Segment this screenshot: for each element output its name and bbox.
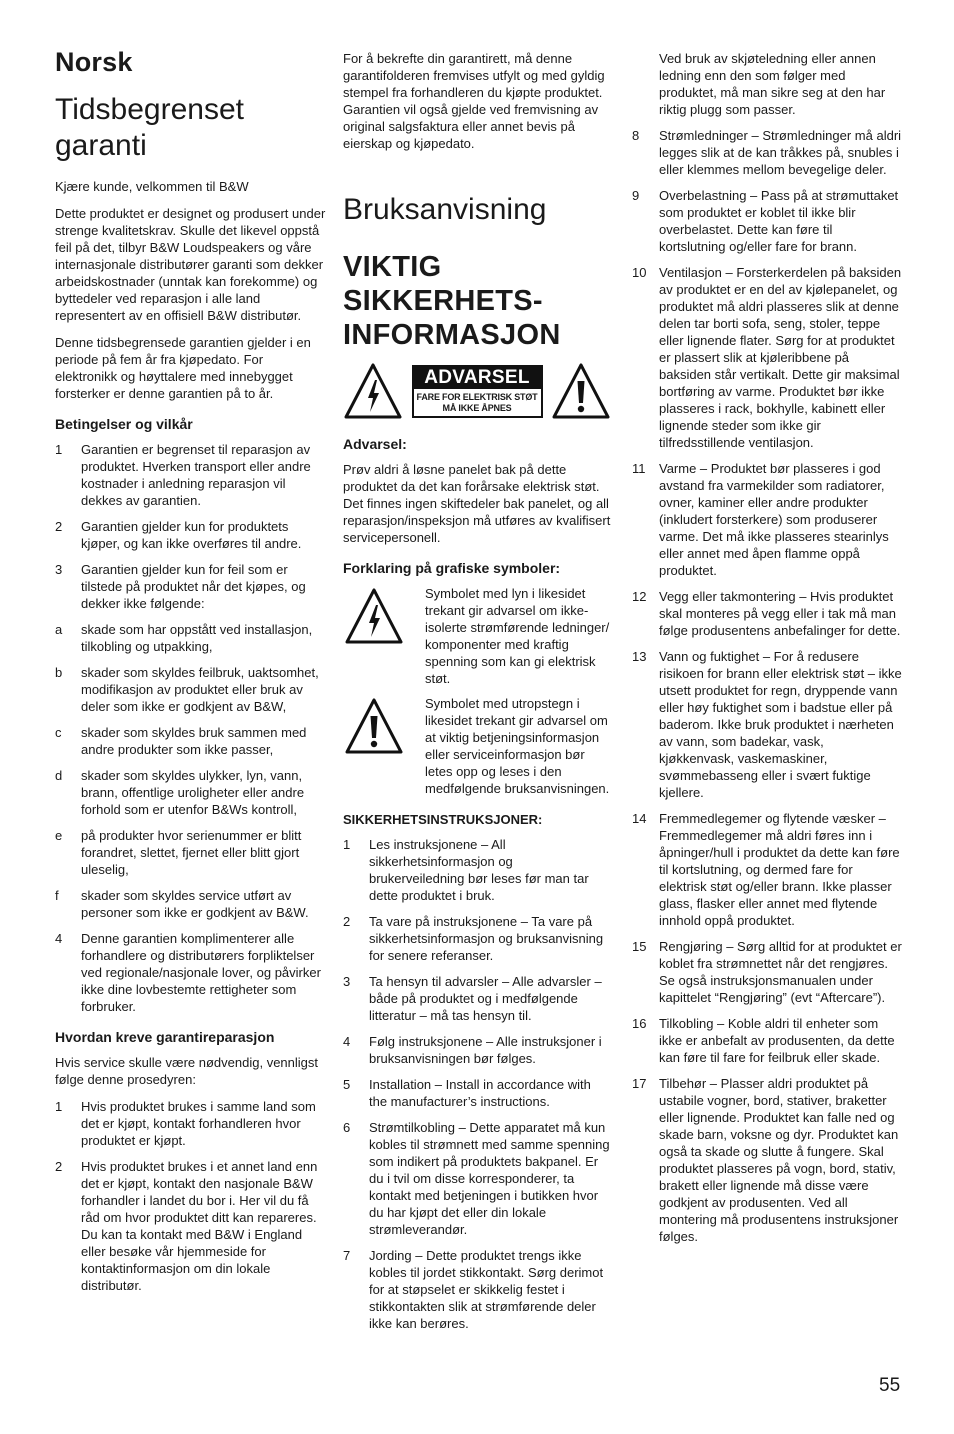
list-item-number: 5 (343, 1077, 351, 1092)
list-item (343, 836, 611, 904)
list-item (632, 810, 902, 929)
list-item (55, 724, 327, 758)
list-item-text: Garantien er begrenset til reparasjon av produktet. Hverken transport eller andre kostnader i anledning reparasjon vil dekkes av garantien. (81, 442, 311, 508)
exclamation-triangle-icon (343, 697, 405, 755)
safety-heading-line-3: INFORMASJON (343, 319, 561, 351)
list-item-number: 15 (632, 939, 647, 954)
list-item-text: Ta hensyn til advarsler – Alle advarsler – både på produktet og i medfølgende litteratur – må tas hensyn til. (369, 974, 602, 1023)
list-item-text: skader som skyldes service utført av personer som ikke er godkjent av B&W. (81, 888, 309, 920)
claim-list (55, 1098, 327, 1294)
terms-heading: Betingelser og vilkår (55, 416, 193, 432)
list-item-text: Les instruksjonene – All sikkerhetsinformasjon og brukerveiledning bør leses før man tar dette produktet i bruk. (369, 837, 589, 903)
list-item-text: Hvis produktet brukes i samme land som det er kjøpt, kontakt forhandleren hvor produktet er kjøpt. (81, 1099, 316, 1148)
list-item (55, 767, 327, 818)
warranty-proof-paragraph (343, 50, 611, 162)
list-item (632, 938, 902, 1006)
list-item-number: 16 (632, 1016, 647, 1031)
list-item-number: a (55, 622, 63, 637)
list-item-text: Rengjøring – Sørg alltid for at produktet er koblet fra strømnettet når det rengjøres. Se også instruksjonsmanualen under kapittelet “Rengjøring” (evt “Aftercare”). (659, 939, 902, 1005)
warranty-body (55, 178, 327, 1303)
list-item-number: 14 (632, 811, 647, 826)
list-item (632, 1015, 902, 1066)
list-item-text: Følg instruksjonene – Alle instruksjoner i bruksanvisningen bør følges. (369, 1034, 602, 1066)
list-item-number: 8 (632, 128, 640, 143)
advarsel-heading: Advarsel: (343, 436, 407, 452)
warning-label-row (343, 360, 611, 422)
list-item (55, 887, 327, 921)
list-item-number: e (55, 828, 63, 843)
warning-label-title: ADVARSEL (414, 367, 541, 389)
list-item-number: 17 (632, 1076, 647, 1091)
instructions-heading: SIKKERHETSINSTRUKSJONER: (343, 812, 543, 827)
list-item (632, 187, 902, 255)
list-item-text: Vegg eller takmontering – Hvis produktet skal monteres på vegg eller i tak må man følge produsentens anbefalinger for dette. (659, 589, 901, 638)
list-item-text: Garantien gjelder kun for produktets kjøper, og kan ikke overføres til andre. (81, 519, 302, 551)
list-item-number: 3 (343, 974, 351, 989)
symbol-exclamation-text: Symbolet med utropstegn i likesidet trekant gir advarsel om at viktig betjeningsinformasjon eller serviceinformasjon bør letes opp og leses i den medfølgende bruksanvisningen. (425, 696, 610, 796)
list-item-number: b (55, 665, 63, 680)
warning-label-sub-1: FARE FOR ELEKTRISK STØT (416, 391, 538, 402)
list-item (343, 1247, 611, 1332)
list-item-text: Denne garantien komplimenterer alle forhandlere og distributørers forpliktelser ved regionale/nasjonale lover, og påvirker ikke dine lovbestemte rettigheter som forbruker. (81, 931, 321, 1014)
list-item-number: 1 (343, 837, 351, 852)
advarsel-text: Prøv aldri å løsne panelet bak på dette produktet da det kan forårsake elektrisk støt. Det finnes ingen skiftedeler bak panelet, og all reparasjon/inspeksjon må utføres av kvalifisert servicepersonell. (343, 462, 611, 545)
list-item-number: 11 (632, 461, 646, 476)
list-item-text: Varme – Produktet bør plasseres i god avstand fra varmekilder som radiatorer, ovner, kaminer eller andre produkter (inkludert forsterkere) som produserer varme. Det må ikke plasseres stearinlys eller annet med åpen flamme oppå produktet. (659, 461, 889, 578)
list-item-number: 12 (632, 589, 647, 604)
page-number: 55 (879, 1375, 901, 1396)
list-item-text: Installation – Install in accordance with the manufacturer’s instructions. (369, 1077, 591, 1109)
list-item (632, 648, 902, 801)
list-item (632, 50, 902, 118)
warning-label-sub-2: MÅ IKKE ÅPNES (442, 402, 512, 413)
proof-text: For å bekrefte din garantirett, må denne garantifolderen fremvises utfylt og med gyldig stempel fra forhandleren du kjøpte produktet. Garantien vil også gjelde ved fremvisning av original salgsfaktura eller annet bevis på eierskap og kjøpedato. (343, 51, 605, 151)
list-item-text: Garantien gjelder kun for feil som er tilstede på produktet når det kjøpes, og dekker ikke følgende: (81, 562, 306, 611)
list-item-number: 10 (632, 265, 647, 280)
list-item (55, 518, 327, 552)
exclamation-triangle-icon (551, 362, 611, 420)
claim-intro: Hvis service skulle være nødvendig, vennligst følge denne prosedyren: (55, 1055, 318, 1087)
list-item (632, 127, 902, 178)
list-item-text: Tilkobling – Koble aldri til enheter som ikke er anbefalt av produsenten, da dette kan føre til fare for feilbruk eller skade. (659, 1016, 895, 1065)
list-item-number: 2 (343, 914, 351, 929)
symbol-lightning-text: Symbolet med lyn i likesidet trekant gir advarsel om ikke-isolerte strømførende ledninger/ komponenter med kraftig spenning som kan gi elektrisk støt. (425, 586, 610, 686)
continued-text: Ved bruk av skjøteledning eller annen ledning enn den som følger med produktet, må man sikre seg at den har riktig plugg som passer. (659, 51, 886, 117)
list-item-number: 4 (343, 1034, 351, 1049)
claim-heading: Hvordan kreve garantireparasjon (55, 1029, 275, 1045)
list-item (632, 1075, 902, 1245)
list-item-text: skader som skyldes bruk sammen med andre produkter som ikke passer, (81, 725, 307, 757)
list-item-text: på produkter hvor serienummer er blitt forandret, slettet, fjernet eller blitt gjort uleselig, (81, 828, 302, 877)
list-item (343, 1033, 611, 1067)
list-item-text: Ventilasjon – Forsterkerdelen på baksiden av produktet er en del av kjølepanelet, og produktet må aldri plasseres slik at denne delen tar borti sofa, seng, stoler, teppe eller lignende flater. Sørg for at produktet er plassert slik at kjøleribbene på baksiden står vertikalt. Dette gir maksimal bortføring av varme. Produktet bør ikke plasseres i rack, bokhylle, kabinett eller lignende steder som ikke gir tilfredsstillende ventilasjon. (659, 265, 902, 450)
list-item-text: Jording – Dette produktet trengs ikke kobles til jordet stikkontakt. Sørg derimot for at støpselet er skikkelig festet i stikkontakten slik at strømførende deler ikke kan berøres. (369, 1248, 604, 1331)
safety-heading (343, 250, 561, 352)
list-item-number: 7 (343, 1248, 351, 1263)
lightning-triangle-icon (343, 587, 405, 645)
warning-label (412, 365, 543, 418)
list-item-text: skade som har oppstått ved installasjon, tilkobling og utpakking, (81, 622, 313, 654)
list-item (343, 1119, 611, 1238)
list-item (632, 588, 902, 639)
instructions-list-part-1 (343, 836, 611, 1332)
list-item (55, 827, 327, 878)
list-item-text: Overbelastning – Pass på at strømuttaket som produktet er koblet til ikke blir overbelastet. Dette kan føre til kortslutning og/eller fare for brann. (659, 188, 899, 254)
warranty-title: Tidsbegrenset garanti (55, 93, 244, 162)
list-item-text: skader som skyldes ulykker, lyn, vann, brann, offentlige uroligheter eller andre forhold som er utenfor B&Ws kontroll, (81, 768, 305, 817)
instructions-list-part-2 (632, 127, 902, 1245)
list-item (55, 664, 327, 715)
symbol-row-exclamation (343, 695, 611, 797)
list-item-text: Fremmedlegemer og flytende væsker – Fremmedlegemer må aldri føres inn i åpninger/hull i produktet da dette kan føre til kortslutning, og dermed fare for elektrisk støt og/eller brann. Ikke plasser glass, flasker eller annet med flytende innhold oppå produktet. (659, 811, 900, 928)
greeting: Kjære kunde, velkommen til B&W (55, 179, 249, 194)
list-item-text: Ta vare på instruksjonene – Ta vare på sikkerhetsinformasjon og bruksanvisning for senere referanser. (369, 914, 604, 963)
list-item-number: 1 (55, 1099, 63, 1114)
list-item (343, 1076, 611, 1110)
safety-heading-line-1: VIKTIG (343, 251, 442, 283)
symbol-row-lightning (343, 585, 611, 687)
safety-body (343, 360, 611, 1341)
language-title: Norsk (55, 47, 133, 77)
list-item-number: 2 (55, 519, 63, 534)
list-item-number: 3 (55, 562, 63, 577)
list-item-number: 1 (55, 442, 63, 457)
list-item-text: Tilbehør – Plasser aldri produktet på ustabile vogner, bord, stativer, braketter eller lignende. Produktet kan falle ned og skade barn, voksne og dyr. Produktet kan også ta skade og slutte å fungere. Skal produktet plasseres på vogn, bord, stativ, brakett eller lignende må disse være godkjent av produsenten. Ved all montering må produsentens instruksjoner følges. (659, 1076, 899, 1244)
lightning-triangle-icon (343, 362, 403, 420)
list-item-text: Strømtilkobling – Dette apparatet må kun kobles til strømnett med samme spenning som indikert på produktets bakpanel. Er du i tvil om disse korresponderer, ta kontakt med betjeningen i butikken hvor du har kjøpt det eller din lokale strømleverandør. (369, 1120, 610, 1237)
list-item-number: 4 (55, 931, 63, 946)
list-item (55, 1158, 327, 1294)
symbols-heading: Forklaring på grafiske symboler: (343, 560, 561, 576)
list-item-number: 9 (632, 188, 640, 203)
manual-title: Bruksanvisning (343, 193, 547, 226)
terms-list (55, 441, 327, 1015)
warranty-paragraph-1: Dette produktet er designet og produsert under strenge kvalitetskrav. Skulle det likevel oppstå feil på det, tilbyr B&W Loudspeakers og våre internasjonale distributører garanti som dekker arbeidskostnader (unntak kan forekomme) og byttedeler ved reparasjon i alle land representert av en offisiell B&W distributør. (55, 206, 326, 323)
list-item-number: d (55, 768, 63, 783)
list-item-text: skader som skyldes feilbruk, uaktsomhet, modifikasjon av produktet eller bruk av deler som ikke er godkjent av B&W, (81, 665, 319, 714)
list-item (632, 264, 902, 451)
list-item-text: Vann og fuktighet – For å redusere risikoen for brann eller elektrisk støt – ikke utsett produktet for regn, dryppende vann eller høy fuktighet som i badstue eller på baderom. Ikke bruk produktet i nærheten av vann, som badekar, vask, kjøkkenvask, vaskemaskiner, svømmebasseng eller i svært fuktige kjellere. (659, 649, 902, 800)
list-item-number: 13 (632, 649, 647, 664)
list-item-number: c (55, 725, 62, 740)
list-item (343, 973, 611, 1024)
warranty-paragraph-2: Denne tidsbegrensede garantien gjelder i en periode på fem år fra kjøpedato. For elektronikk og høyttalere med innebygget forsterker er denne garantien på to år. (55, 335, 311, 401)
list-item-number: 6 (343, 1120, 351, 1135)
list-item-text: Hvis produktet brukes i et annet land enn det er kjøpt, kontakt den nasjonale B&W forhandler i landet du bor i. Her vil du få råd om hvor produktet ditt kan repareres. Du kan ta kontakt med B&W i England eller besøke vår hjemmeside for kontaktinformasjon om din lokale distributør. (81, 1159, 318, 1293)
list-item (343, 913, 611, 964)
instructions-continued (632, 50, 902, 1254)
list-item (55, 930, 327, 1015)
list-item (55, 441, 327, 509)
list-item (632, 460, 902, 579)
list-item (55, 1098, 327, 1149)
list-item (55, 621, 327, 655)
list-item-text: Strømledninger – Strømledninger må aldri legges slik at de kan tråkkes på, snubles i eller klemmes mellom bevegelige deler. (659, 128, 902, 177)
list-item (55, 561, 327, 612)
safety-heading-line-2: SIKKERHETS- (343, 285, 543, 317)
list-item-number: 2 (55, 1159, 63, 1174)
list-item-number: f (55, 888, 59, 903)
